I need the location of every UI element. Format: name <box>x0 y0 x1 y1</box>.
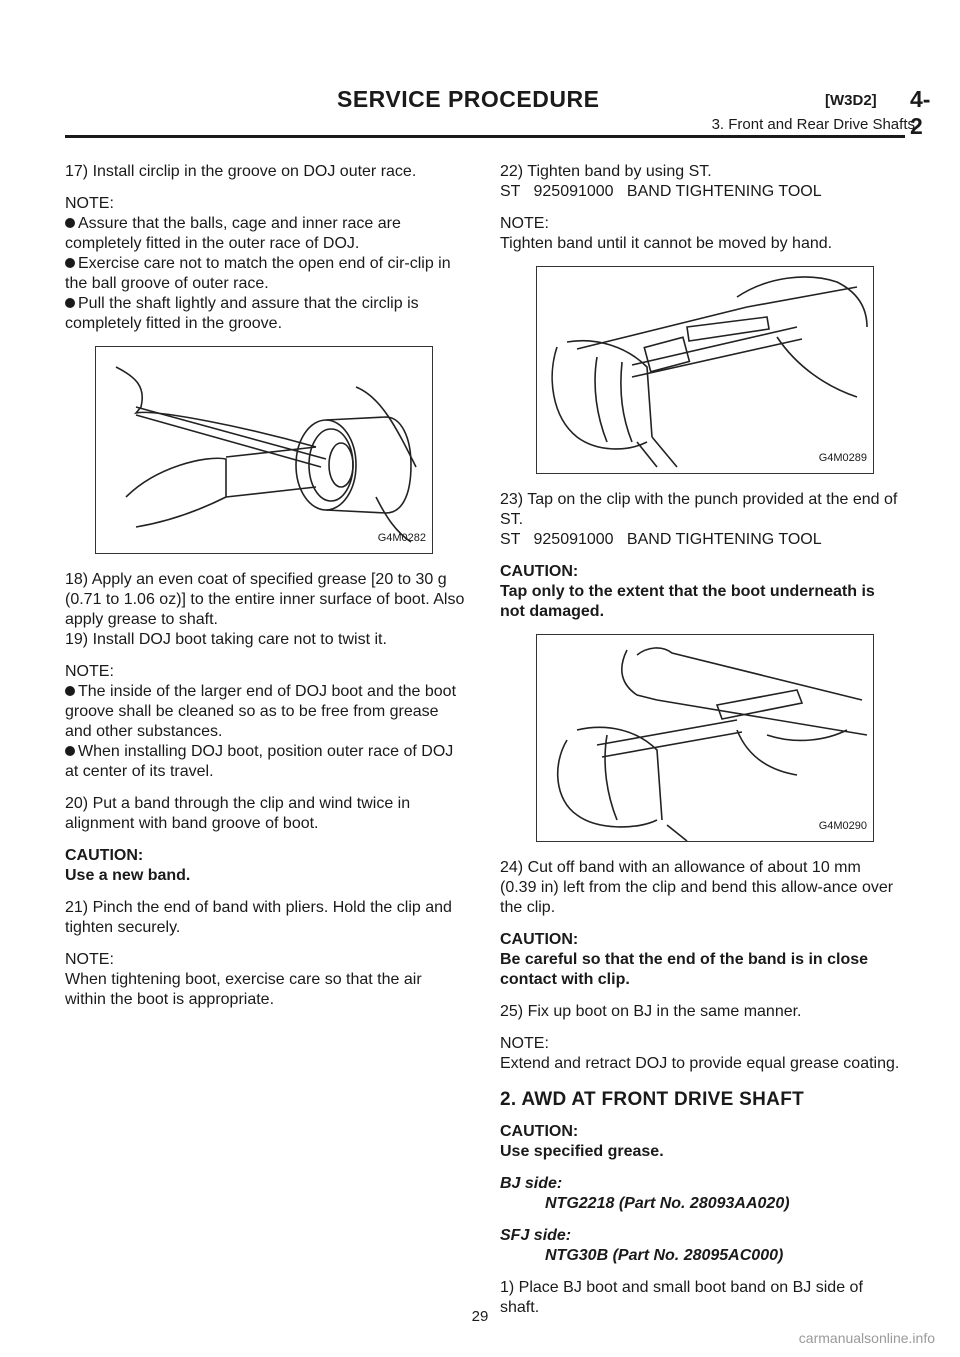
step-25: 25) Fix up boot on BJ in the same manner. <box>500 1003 802 1020</box>
section-heading: 2. AWD AT FRONT DRIVE SHAFT <box>500 1089 805 1110</box>
grease-bj-label: BJ side: <box>500 1175 563 1192</box>
note-text: Extend and retract DOJ to provide equal grease coating. <box>500 1055 900 1072</box>
caution-text: Be careful so that the end of the band is in close contact with clip. <box>500 951 869 988</box>
caution-text: Use a new band. <box>65 867 191 884</box>
note-bullet: Assure that the balls, cage and inner race are completely fitted in the outer race of DOJ. <box>65 215 401 252</box>
grease-sfj-label: SFJ side: <box>500 1227 572 1244</box>
figure-id: G4M0282 <box>377 532 426 544</box>
step-23: 23) Tap on the clip with the punch provided at the end of ST. <box>500 491 898 528</box>
grease-sfj-value: NTG30B (Part No. 28095AC000) <box>545 1247 784 1264</box>
header-rule <box>65 135 905 138</box>
right-column <box>500 162 900 1330</box>
figure-id: G4M0290 <box>818 820 867 832</box>
step-24: 24) Cut off band with an allowance of about 10 mm (0.39 in) left from the clip and bend this allow-ance over the clip. <box>500 859 894 916</box>
grease-bj-value: NTG2218 (Part No. 28093AA020) <box>545 1195 790 1212</box>
bullet-icon <box>65 686 75 696</box>
step-2-1: 1) Place BJ boot and small boot band on BJ side of shaft. <box>500 1279 863 1316</box>
note-bullet: When installing DOJ boot, position outer race of DOJ at center of its travel. <box>65 743 454 780</box>
header-subtitle: 3. Front and Rear Drive Shafts <box>711 116 915 133</box>
caution-label: CAUTION: <box>500 1123 579 1140</box>
header-code: [W3D2] <box>825 92 877 109</box>
caution-label: CAUTION: <box>500 563 579 580</box>
bullet-icon <box>65 298 75 308</box>
figure-band-tightening <box>536 266 874 474</box>
header-title: SERVICE PROCEDURE <box>337 86 600 112</box>
figure-circlip-install <box>95 346 433 554</box>
step-20: 20) Put a band through the clip and wind twice in alignment with band groove of boot. <box>65 795 411 832</box>
figure-id: G4M0289 <box>818 452 867 464</box>
note-label: NOTE: <box>500 1035 549 1052</box>
note-text: Tighten band until it cannot be moved by hand. <box>500 235 833 252</box>
header-section-number: 4-2 <box>910 86 931 139</box>
page-number: 29 <box>471 1308 489 1325</box>
special-tool: ST 925091000 BAND TIGHTENING TOOL <box>500 183 822 200</box>
bullet-icon <box>65 258 75 268</box>
note-bullet: The inside of the larger end of DOJ boot and the boot groove shall be cleaned so as to be free from grease and other substances. <box>65 683 457 740</box>
figure-punch-clip <box>536 634 874 842</box>
caution-text: Use specified grease. <box>500 1143 664 1160</box>
caution-text: Tap only to the extent that the boot underneath is not damaged. <box>500 583 875 620</box>
punch-clip-illustration <box>537 635 873 841</box>
note-bullet: Pull the shaft lightly and assure that the circlip is completely fitted in the groove. <box>65 295 419 332</box>
bullet-icon <box>65 746 75 756</box>
note-bullet: Exercise care not to match the open end of cir-clip in the ball groove of outer race. <box>65 255 451 292</box>
step-19: 19) Install DOJ boot taking care not to twist it. <box>65 631 387 648</box>
note-label: NOTE: <box>65 195 114 212</box>
left-column <box>65 162 465 1022</box>
step-22: 22) Tighten band by using ST. <box>500 163 712 180</box>
note-label: NOTE: <box>65 663 114 680</box>
step-18: 18) Apply an even coat of specified grease [20 to 30 g (0.71 to 1.06 oz)] to the entire inner surface of boot. Also apply grease to shaft. <box>65 571 465 628</box>
caution-label: CAUTION: <box>500 931 579 948</box>
bullet-icon <box>65 218 75 228</box>
footer-watermark: carmanualsonline.info <box>798 1330 935 1346</box>
note-text: When tightening boot, exercise care so that the air within the boot is appropriate. <box>65 971 422 1008</box>
step-21: 21) Pinch the end of band with pliers. Hold the clip and tighten securely. <box>65 899 452 936</box>
note-label: NOTE: <box>500 215 549 232</box>
step-17: 17) Install circlip in the groove on DOJ outer race. <box>65 163 417 180</box>
special-tool: ST 925091000 BAND TIGHTENING TOOL <box>500 531 822 548</box>
circlip-install-illustration <box>96 347 432 553</box>
band-tightening-illustration <box>537 267 873 473</box>
caution-label: CAUTION: <box>65 847 144 864</box>
note-label: NOTE: <box>65 951 114 968</box>
